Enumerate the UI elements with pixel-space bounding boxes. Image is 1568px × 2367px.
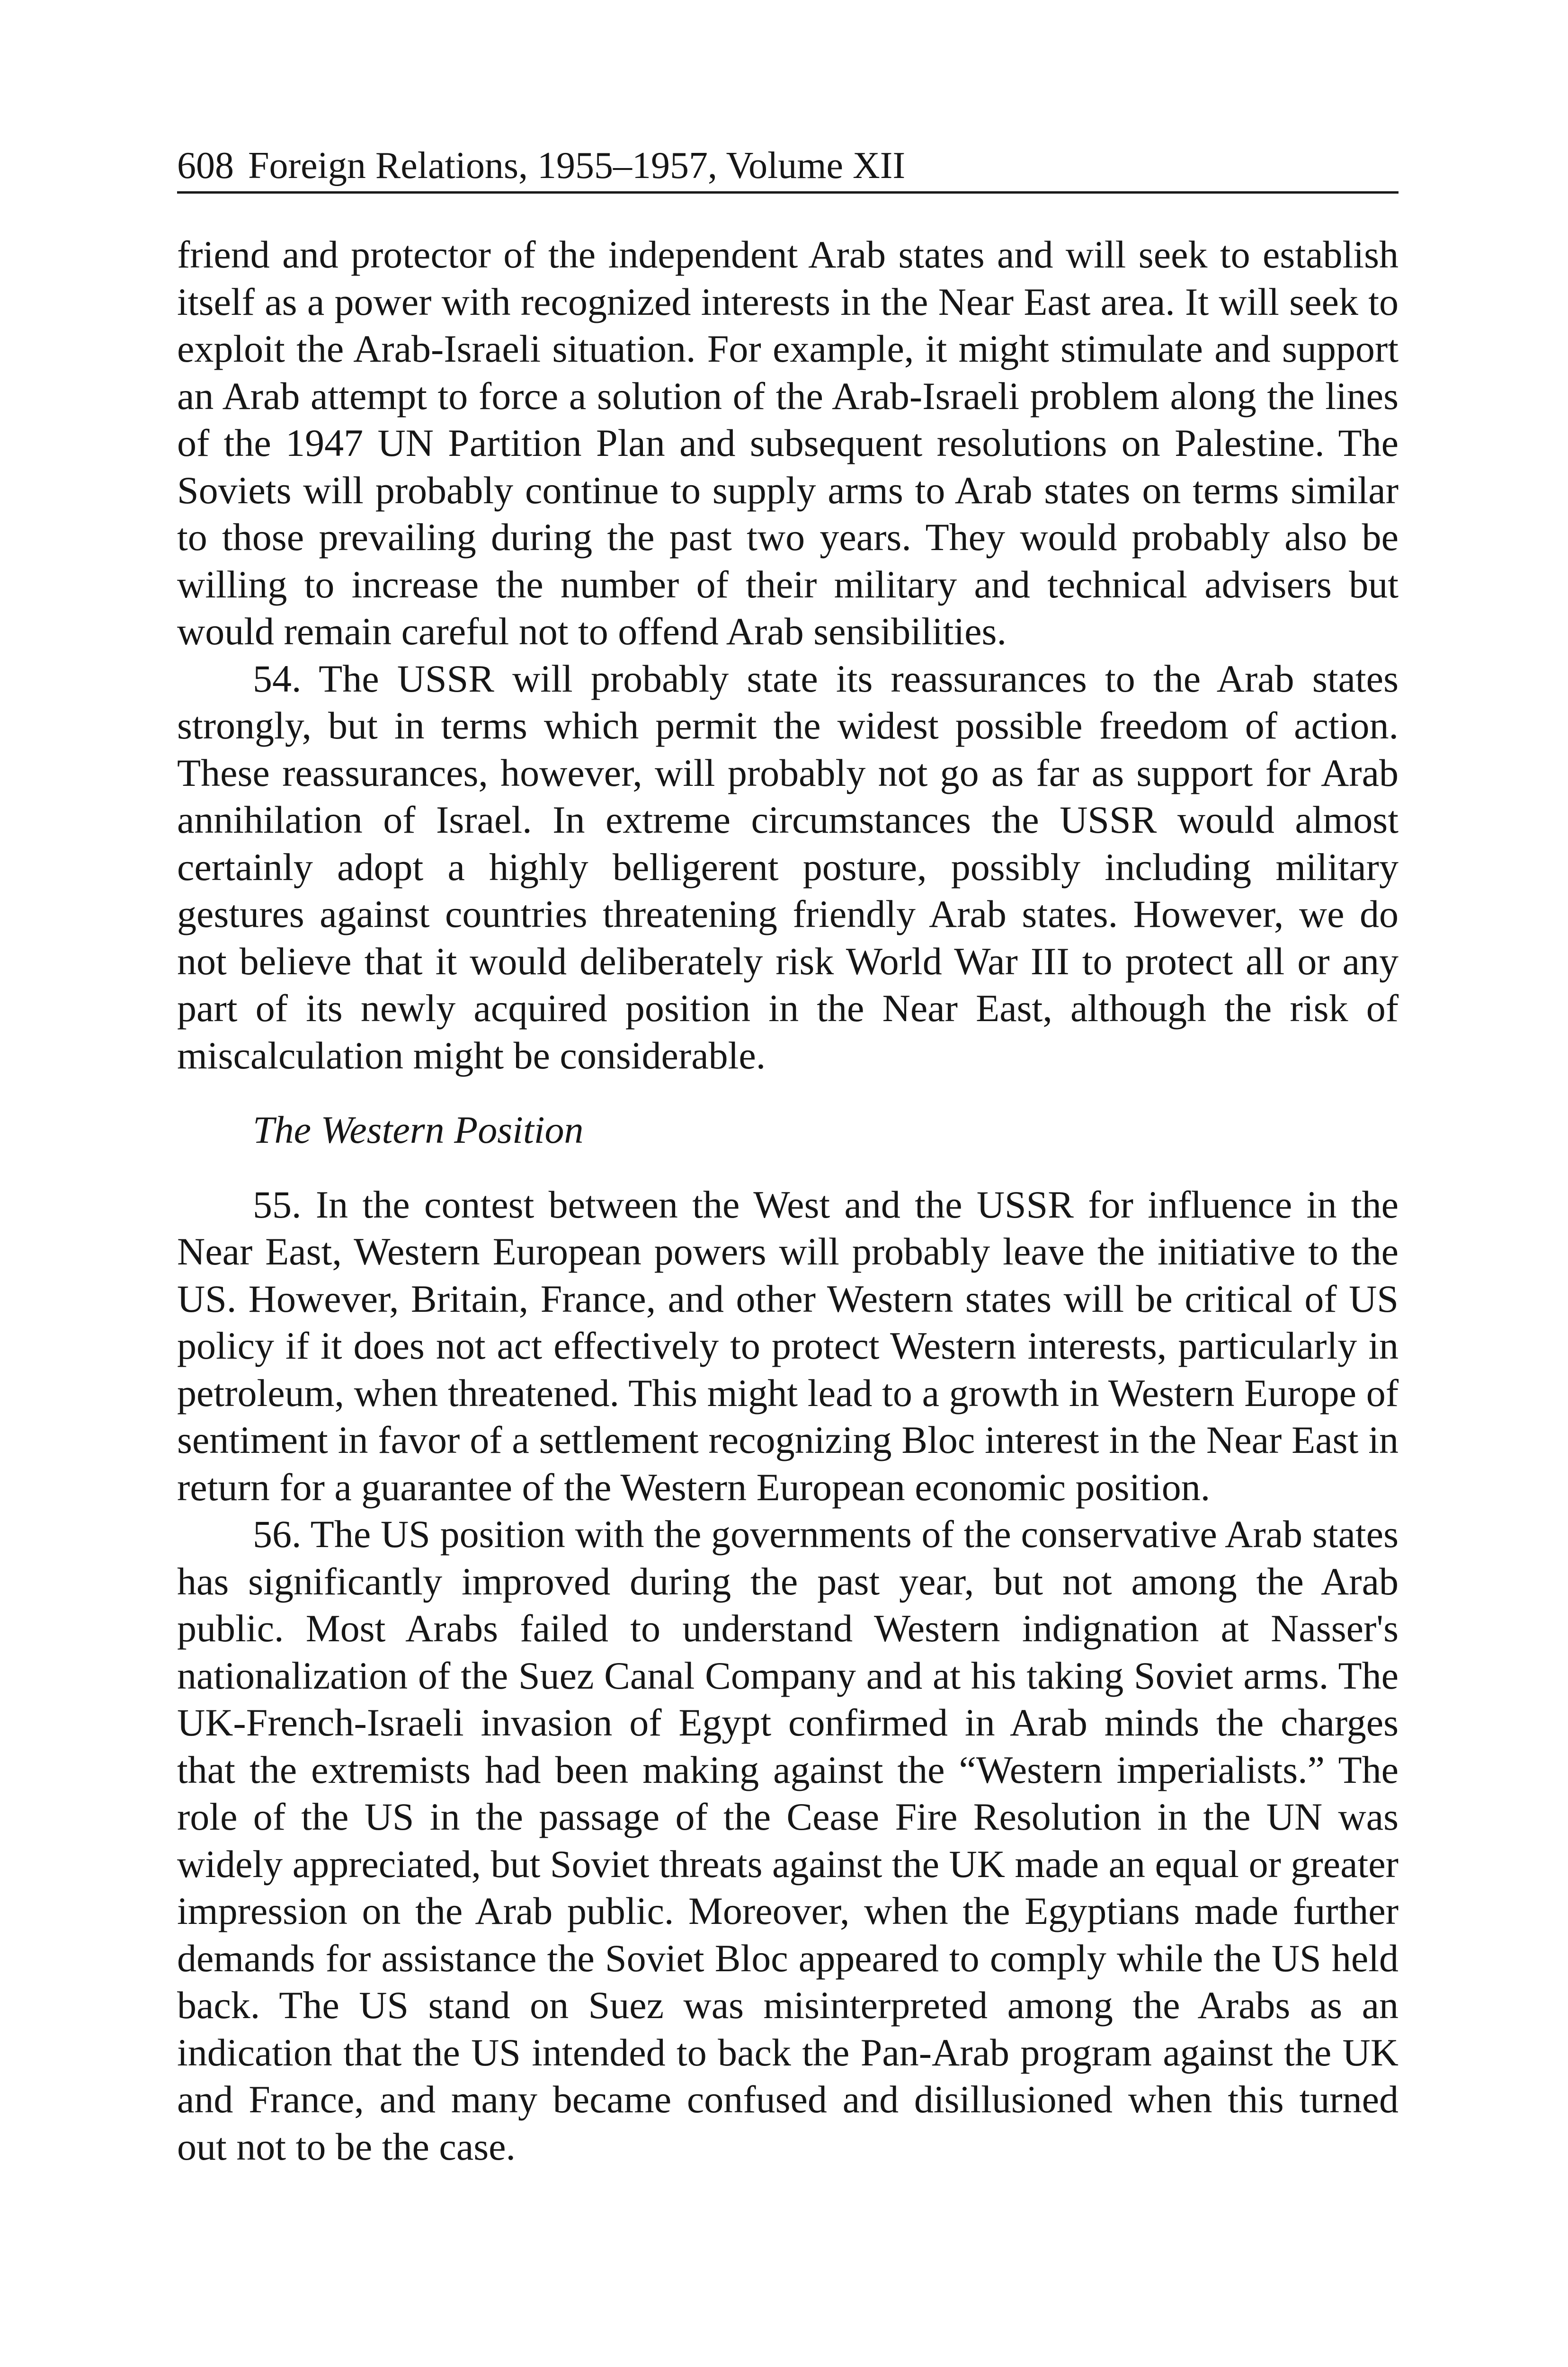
- running-title: Foreign Relations, 1955–1957, Volume XII: [248, 145, 906, 187]
- paragraph-54: 54. The USSR will probably state its reassurances to the Arab states strongly, but in terms which permit the widest possible freedom of action. These reassurances, however, will probably not go as far as support for Arab annihilation of Israel. In extreme circumstances the USSR would almost certainly adopt a highly belligerent posture, possibly including military gestures against countries threatening friendly Arab states. However, we do not believe that it would deliberately risk World War III to protect all or any part of its newly acquired position in the Near East, although the risk of miscalculation might be considerable.: [177, 657, 1399, 1077]
- paragraph-55: 55. In the contest between the West and the USSR for influence in the Near East, Western European powers will probably leave the initiative to the US. However, Britain, France, and other Western states will be critical of US policy if it does not act effectively to protect Western interests, particularly in petroleum, when threatened. This might lead to a growth in Western Europe of sentiment in favor of a settlement recognizing Bloc interest in the Near East in return for a guarantee of the Western European economic position.: [177, 1183, 1399, 1509]
- running-header: [177, 140, 1399, 194]
- body-text: [177, 231, 1399, 2170]
- section-heading: The Western Position: [253, 1108, 584, 1151]
- page-number: 608: [177, 145, 234, 187]
- paragraph-56: 56. The US position with the governments of the conservative Arab states has significantly improved during the past year, but not among the Arab public. Most Arabs failed to understand Western indignation at Nasser's nationalization of the Suez Canal Company and at his taking Soviet arms. The UK-French-Israeli invasion of Egypt confirmed in Arab minds the charges that the extremists had been making against the “Western imperialists.” The role of the US in the passage of the Cease Fire Resolution in the UN was widely appreciated, but Soviet threats against the UK made an equal or greater impression on the Arab public. Moreover, when the Egyptians made further demands for assistance the Soviet Bloc appeared to comply while the US held back. The US stand on Suez was misinterpreted among the Arabs as an indication that the US intended to back the Pan-Arab program against the UK and France, and many became confused and disillusioned when this turned out not to be the case.: [177, 1513, 1399, 2168]
- paragraph-continued: friend and protector of the independent Arab states and will seek to establish itself as a power with recognized interests in the Near East area. It will seek to exploit the Arab-Israeli situation. For example, it might stimulate and support an Arab attempt to force a solution of the Arab-Israeli problem along the lines of the 1947 UN Partition Plan and subsequent resolutions on Palestine. The Soviets will probably continue to supply arms to Arab states on terms similar to those prevailing during the past two years. They would probably also be willing to increase the number of their military and technical advisers but would remain careful not to offend Arab sensibilities.: [177, 233, 1399, 653]
